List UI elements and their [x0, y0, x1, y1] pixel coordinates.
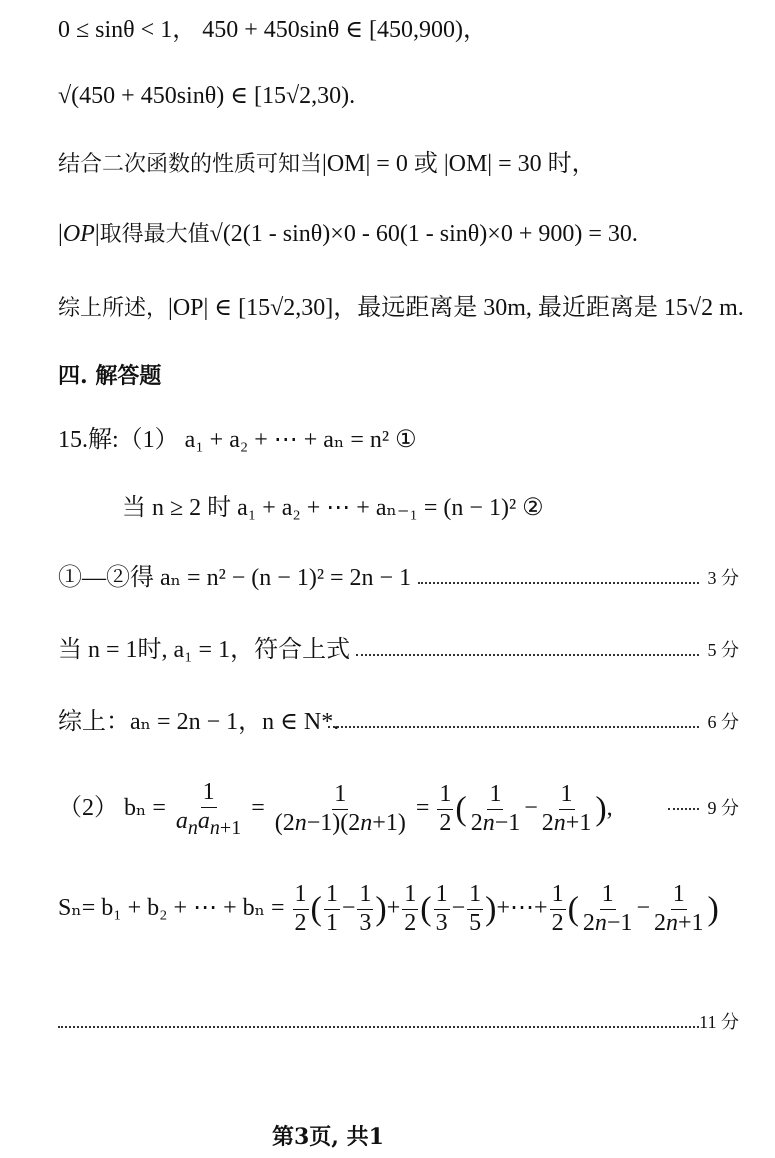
frac-b4: $\frac{1}{2n+1}$	[541, 781, 592, 836]
p3-text: ①—②得 aₙ = n² − (n − 1)² = 2n − 1	[58, 565, 412, 591]
p4-dots	[356, 654, 699, 656]
p5-text: 综上：aₙ = 2n − 1，n ∈ N*.	[58, 709, 340, 735]
problem-line-5	[58, 706, 739, 738]
line-4-text: 取得最大值	[99, 222, 210, 247]
frac-b1: $\frac{1}{a_na_{n+1}}$	[175, 779, 242, 839]
line-5-math: |OP| ∈ [15√2,30]，最远距离是 30m, 最近距离是 15√2 m.	[168, 295, 744, 321]
line-3-math: |OM| = 0 或 |OM| = 30 时，	[322, 151, 596, 177]
p6-prefix: （2） bₙ =	[58, 795, 166, 821]
frac-s2: $\frac{1}{1}$	[325, 881, 338, 936]
p3-dots	[418, 582, 699, 584]
p6-score: 9 分	[707, 798, 739, 818]
p4-score: 5 分	[707, 640, 739, 660]
frac-b2: $\frac{1}{(2n-1)(2n+1)}$	[274, 781, 406, 836]
line-4-math: √(2(1 - sinθ)×0 - 60(1 - sinθ)×0 + 900) = 30.	[209, 221, 638, 247]
frac-s4: $\frac{1}{2}$	[404, 881, 417, 936]
frac-s8: $\frac{1}{2n-1}$	[582, 881, 633, 936]
frac-s6: $\frac{1}{5}$	[469, 881, 482, 936]
problem-line-4	[58, 634, 739, 666]
frac-half: $\frac{1}{2}$	[439, 781, 452, 836]
p4-text: 当 n = 1时, a₁ = 1，符合上式	[58, 637, 351, 663]
frac-b3: $\frac{1}{2n-1}$	[470, 781, 521, 836]
op-abs: |OP|	[58, 221, 100, 247]
frac-s1: $\frac{1}{2}$	[294, 881, 307, 936]
math-line-4	[58, 218, 739, 251]
p8-dots	[58, 1026, 699, 1028]
section-title: 四. 解答题	[58, 363, 162, 389]
p3-score: 3 分	[707, 568, 739, 588]
p5-score: 6 分	[707, 712, 739, 732]
problem-line-6: （2） bₙ = $\frac{1}{a_na_{n+1}}$ = $\frac{1}{(2n-1)(2n+1)}$ = $\frac{1}{2}$ ( $\frac{1}{2n-1}$ − $\frac{1}{2n+1}$ ), 9 分	[58, 776, 739, 840]
frac-s3: $\frac{1}{3}$	[359, 881, 372, 936]
frac-s5: $\frac{1}{3}$	[435, 881, 448, 936]
p5-dots	[328, 726, 699, 728]
frac-s9: $\frac{1}{2n+1}$	[653, 881, 704, 936]
math-line-5	[58, 292, 744, 325]
line-3-text: 结合二次函数的性质可知当	[58, 152, 323, 177]
p7-prefix: Sₙ= b₁ + b₂ + ⋯ + bₙ =	[58, 895, 285, 921]
line-5-text: 综上所述，	[58, 296, 169, 321]
problem-line-1: 15.解:（1） a₁ + a₂ + ⋯ + aₙ = n² ①	[58, 427, 417, 453]
math-line-2: √(450 + 450sinθ) ∈ [15√2,30).	[58, 83, 356, 109]
p8-score: 11 分	[699, 1012, 739, 1032]
problem-line-3	[58, 562, 739, 594]
math-line-1: 0 ≤ sinθ < 1， 450 + 450sinθ ∈ [450,900)，	[58, 17, 487, 43]
problem-line-2: 当 n ≥ 2 时 a₁ + a₂ + ⋯ + aₙ₋₁ = (n − 1)² ②	[122, 495, 544, 521]
p6-dots	[668, 808, 699, 810]
math-line-3	[58, 148, 739, 181]
page-footer: 第3页, 共1	[272, 1124, 384, 1150]
problem-line-7: Sₙ= b₁ + b₂ + ⋯ + bₙ = $\frac{1}{2}$ ( $\frac{1}{1}$ − $\frac{1}{3}$ )+ $\frac{1}{2}$ ( $\frac{1}{3}$ − $\frac{1}{5}$ )+⋯+ $\frac{1}{2}$ ( $\frac{1}{2n-1}$ − $\frac{1}{2n+1}$ )	[58, 881, 719, 936]
frac-s7: $\frac{1}{2}$	[551, 881, 564, 936]
